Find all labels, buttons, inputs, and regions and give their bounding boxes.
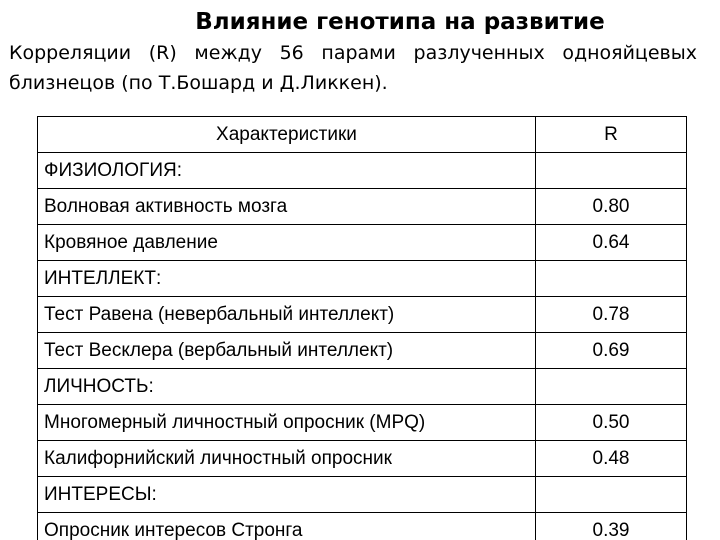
row-name: Волновая активность мозга <box>38 189 536 225</box>
row-value <box>536 261 687 297</box>
row-value: 0.80 <box>536 189 687 225</box>
page-title: Влияние генотипа на развитие <box>195 9 605 35</box>
table-row <box>38 261 687 297</box>
table-row <box>38 513 687 540</box>
table-row <box>38 477 687 513</box>
row-name: Кровяное давление <box>38 225 536 261</box>
correlation-table <box>37 116 687 540</box>
table-row <box>38 189 687 225</box>
row-name: Опросник интересов Стронга <box>38 513 536 540</box>
row-name: Многомерный личностный опросник (MPQ) <box>38 405 536 441</box>
table-row <box>38 297 687 333</box>
table-header-row <box>38 117 687 153</box>
table-row <box>38 153 687 189</box>
table-row <box>38 333 687 369</box>
page-subtitle: Корреляции (R) между 56 парами разлученных однояйцевых близнецов (по Т.Бошард и Д.Ликкен). <box>9 42 697 94</box>
row-value: 0.48 <box>536 441 687 477</box>
row-value <box>536 153 687 189</box>
row-name: Калифорнийский личностный опросник <box>38 441 536 477</box>
row-value <box>536 477 687 513</box>
row-value <box>536 369 687 405</box>
row-name: ФИЗИОЛОГИЯ: <box>38 153 536 189</box>
column-header-r: R <box>536 117 687 153</box>
table-row <box>38 405 687 441</box>
row-value: 0.64 <box>536 225 687 261</box>
row-name: Тест Равена (невербальный интеллект) <box>38 297 536 333</box>
row-value: 0.39 <box>536 513 687 540</box>
row-name: ИНТЕЛЛЕКТ: <box>38 261 536 297</box>
row-value: 0.50 <box>536 405 687 441</box>
table-row <box>38 369 687 405</box>
table-row <box>38 225 687 261</box>
row-value: 0.78 <box>536 297 687 333</box>
row-name: Тест Весклера (вербальный интеллект) <box>38 333 536 369</box>
table-row <box>38 441 687 477</box>
row-value: 0.69 <box>536 333 687 369</box>
row-name: ЛИЧНОСТЬ: <box>38 369 536 405</box>
row-name: ИНТЕРЕСЫ: <box>38 477 536 513</box>
column-header-characteristics: Характеристики <box>38 117 536 153</box>
